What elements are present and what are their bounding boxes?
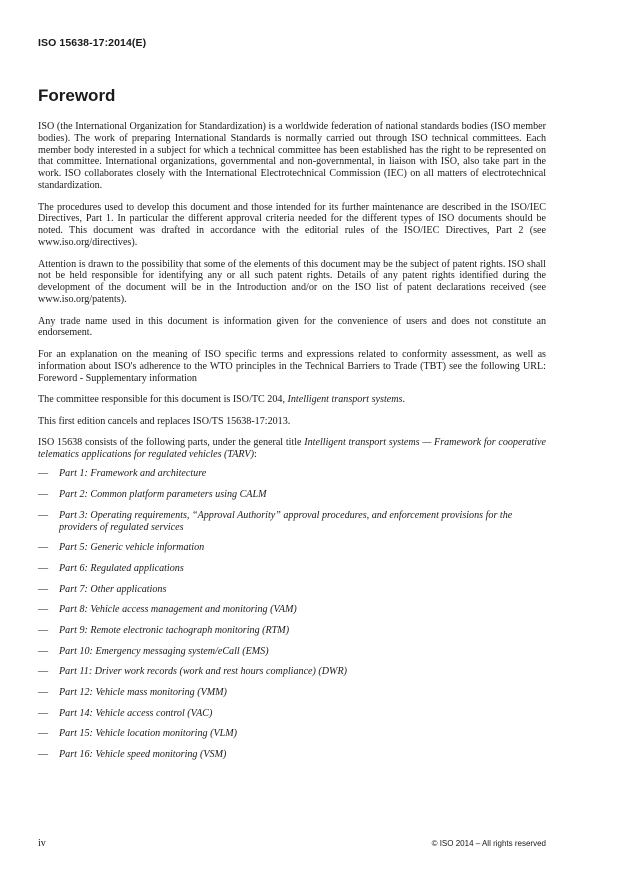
page-number: iv xyxy=(38,838,46,849)
list-item xyxy=(38,604,546,616)
committee-title: Intelligent transport systems xyxy=(287,394,403,406)
paragraph-procedures: The procedures used to develop this document and those intended for its further maintenance are described in the ISO/IEC Directives, Part 1. In particular the different approval criteria needed for the different types of ISO documents should be noted. This document was drafted in accordance with the editorial rules of the ISO/IEC Directives, Part 2 (see www.iso.org/directives). xyxy=(38,201,546,248)
part-title: Part 14: Vehicle access control (VAC) xyxy=(59,707,213,719)
list-item xyxy=(38,728,546,740)
part-title: Part 8: Vehicle access management and monitoring (VAM) xyxy=(59,604,297,616)
list-item xyxy=(38,489,546,501)
list-dash: — xyxy=(38,728,49,740)
parts-intro-text: ISO 15638 consists of the following parts, under the general title xyxy=(38,437,305,449)
part-title: Part 16: Vehicle speed monitoring (VSM) xyxy=(59,749,227,761)
list-dash: — xyxy=(38,749,49,761)
list-dash: — xyxy=(38,562,49,574)
list-item xyxy=(38,749,546,761)
committee-period: . xyxy=(402,394,405,406)
parts-general-title: Intelligent transport systems — Framework for cooperative telematics applications for regulated vehicles (TARV) xyxy=(38,437,546,461)
part-title: Part 11: Driver work records (work and rest hours compliance) (DWR) xyxy=(59,666,347,678)
paragraph-committee xyxy=(38,394,546,406)
list-item xyxy=(38,708,546,720)
list-dash: — xyxy=(38,509,49,521)
part-title: Part 3: Operating requirements, “Approval Authority” approval procedures, and enforcement provisions for the providers of regulated services xyxy=(59,509,513,533)
part-title: Part 7: Other applications xyxy=(59,583,167,595)
paragraph-parts-intro xyxy=(38,437,546,461)
list-dash: — xyxy=(38,687,49,699)
page-title: Foreword xyxy=(38,86,116,105)
part-title: Part 10: Emergency messaging system/eCall (EMS) xyxy=(59,645,269,657)
document-id: ISO 15638-17:2014(E) xyxy=(38,37,147,49)
list-dash: — xyxy=(38,542,49,554)
list-item xyxy=(38,563,546,575)
list-item xyxy=(38,510,546,534)
list-item xyxy=(38,646,546,658)
list-item xyxy=(38,625,546,637)
list-dash: — xyxy=(38,468,49,480)
list-dash: — xyxy=(38,666,49,678)
parts-list xyxy=(38,468,546,761)
part-title: Part 2: Common platform parameters using CALM xyxy=(59,489,267,501)
list-item xyxy=(38,542,546,554)
paragraph-iso-intro: ISO (the International Organization for Standardization) is a worldwide federation of national standards bodies (ISO member bodies). The work of preparing International Standards is normally carried out through ISO technical committees. Each member body interested in a subject for which a technical committee has been established has the right to be represented on that committee. International organizations, governmental and non-governmental, in liaison with ISO, also take part in the work. ISO collaborates closely with the International Electrotechnical Commission (IEC) on all matters of electrotechnical standardization. xyxy=(38,121,546,191)
paragraph-edition: This first edition cancels and replaces ISO/TS 15638-17:2013. xyxy=(38,415,291,427)
paragraph-patents: Attention is drawn to the possibility that some of the elements of this document may be the subject of patent rights. ISO shall not be held responsible for identifying any or all such patent rights. Details of any patent rights identified during the development of the document will be in the Introduction and/or on the ISO list of patent declarations received (see www.iso.org/patents). xyxy=(38,258,546,305)
part-title: Part 1: Framework and architecture xyxy=(59,468,207,480)
part-title: Part 5: Generic vehicle information xyxy=(59,542,205,554)
list-item xyxy=(38,584,546,596)
paragraph-trade-name: Any trade name used in this document is information given for the convenience of users and does not constitute an endorsement. xyxy=(38,315,546,339)
committee-text: The committee responsible for this document is ISO/TC 204, xyxy=(38,394,288,406)
list-item xyxy=(38,468,546,480)
list-item xyxy=(38,666,546,678)
list-dash: — xyxy=(38,707,49,719)
list-item xyxy=(38,687,546,699)
list-dash: — xyxy=(38,489,49,501)
list-dash: — xyxy=(38,645,49,657)
list-dash: — xyxy=(38,604,49,616)
part-title: Part 9: Remote electronic tachograph monitoring (RTM) xyxy=(59,625,290,637)
list-dash: — xyxy=(38,625,49,637)
list-dash: — xyxy=(38,583,49,595)
part-title: Part 6: Regulated applications xyxy=(59,562,184,574)
paragraph-conformity: For an explanation on the meaning of ISO specific terms and expressions related to conformity assessment, as well as information about ISO's adherence to the WTO principles in the Technical Barriers to Trade (TBT) see the following URL: Foreword - Supplementary information xyxy=(38,348,546,384)
parts-intro-colon: : xyxy=(253,449,257,461)
foreword-body xyxy=(38,121,546,770)
part-title: Part 15: Vehicle location monitoring (VLM) xyxy=(59,728,238,740)
copyright-notice: © ISO 2014 – All rights reserved xyxy=(431,839,546,848)
part-title: Part 12: Vehicle mass monitoring (VMM) xyxy=(59,687,227,699)
